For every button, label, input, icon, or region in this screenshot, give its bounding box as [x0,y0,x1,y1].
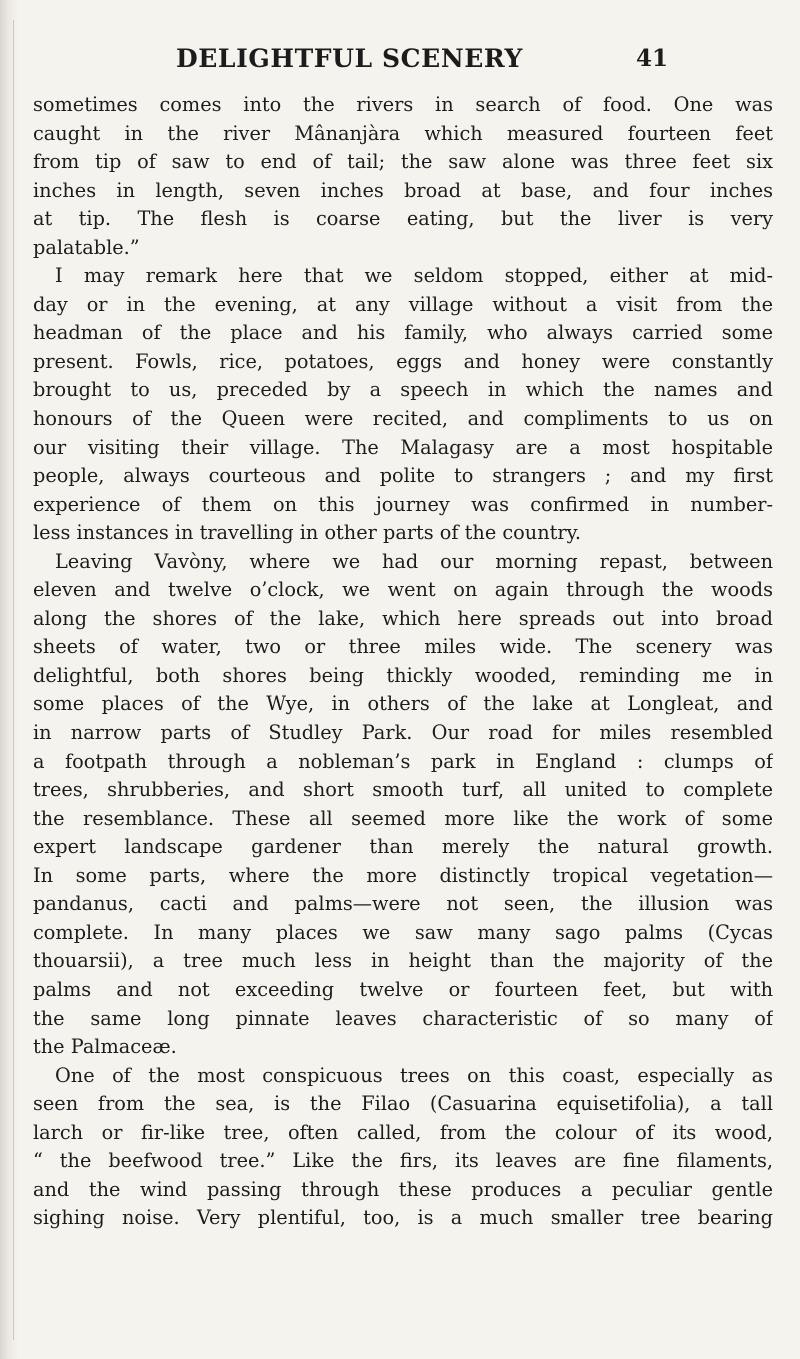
text-line: headman of the place and his family, who always carried some [33,321,773,345]
text-line: our visiting their village. The Malagasy are a most hospitable [33,435,773,459]
text-line: some places of the Wye, in others of the lake at Longleat, and [33,692,773,716]
text-line: from tip of saw to end of tail; the saw alone was three feet six [33,150,773,174]
text-line: experience of them on this journey was confirmed in number- [33,492,773,516]
running-head: DELIGHTFUL SCENERY [176,44,523,73]
text-line: and the wind passing through these produces a peculiar gentle [33,1177,773,1201]
text-line: pandanus, cacti and palms—were not seen, the illusion was [33,892,773,916]
text-line: honours of the Queen were recited, and compliments to us on [33,407,773,431]
text-line: sighing noise. Very plentiful, too, is a much smaller tree bearing [33,1206,773,1230]
text-line: along the shores of the lake, which here spreads out into broad [33,606,773,630]
text-line: present. Fowls, rice, potatoes, eggs and honey were constantly [33,349,773,373]
text-line: “ the beefwood tree.” Like the firs, its leaves are fine filaments, [33,1149,773,1173]
text-line: In some parts, where the more distinctly tropical vegetation— [33,863,773,887]
page-gutter [0,0,18,1359]
gutter-edge-line [13,20,14,1340]
page-header [0,44,800,84]
text-line: sometimes comes into the rivers in search of food. One was [33,93,773,116]
text-line: caught in the river Mânanjàra which measured fourteen feet [33,121,773,145]
text-line: One of the most conspicuous trees on this coast, especially as [55,1063,773,1087]
text-line: the Palmaceæ. [33,1035,177,1059]
text-line: a footpath through a nobleman’s park in England : clumps of [33,749,773,773]
page-number: 41 [636,45,669,72]
text-line: Leaving Vavòny, where we had our morning repast, between [55,549,773,573]
text-line: sheets of water, two or three miles wide. The scenery was [33,635,773,659]
text-line: seen from the sea, is the Filao (Casuarina equisetifolia), a tall [33,1092,773,1116]
text-line: at tip. The flesh is coarse eating, but the liver is very [33,207,773,231]
text-line: palatable.” [33,235,140,259]
text-line: eleven and twelve o’clock, we went on again through the woods [33,578,773,602]
text-line: inches in length, seven inches broad at base, and four inches [33,178,773,202]
text-line: expert landscape gardener than merely the natural growth. [33,835,773,859]
text-line: complete. In many places we saw many sago palms (Cycas [33,920,773,944]
text-line: the same long pinnate leaves characteristic of so many of [33,1006,773,1030]
text-line: in narrow parts of Studley Park. Our road for miles resembled [33,721,773,745]
text-line: I may remark here that we seldom stopped, either at mid- [55,264,773,288]
text-line: people, always courteous and polite to strangers ; and my first [33,464,773,488]
text-line: trees, shrubberies, and short smooth turf, all united to complete [33,778,773,802]
text-line: day or in the evening, at any village without a visit from the [33,292,773,316]
text-line: less instances in travelling in other parts of the country. [33,521,582,545]
text-line: the resemblance. These all seemed more like the work of some [33,806,773,830]
text-line: thouarsii), a tree much less in height than the majority of the [33,949,773,973]
text-line: palms and not exceeding twelve or fourteen feet, but with [33,977,773,1001]
text-line: larch or fir-like tree, often called, from the colour of its wood, [33,1120,773,1144]
body-text [33,91,773,1233]
text-line: delightful, both shores being thickly wooded, reminding me in [33,663,773,687]
text-line: brought to us, preceded by a speech in which the names and [33,378,773,402]
